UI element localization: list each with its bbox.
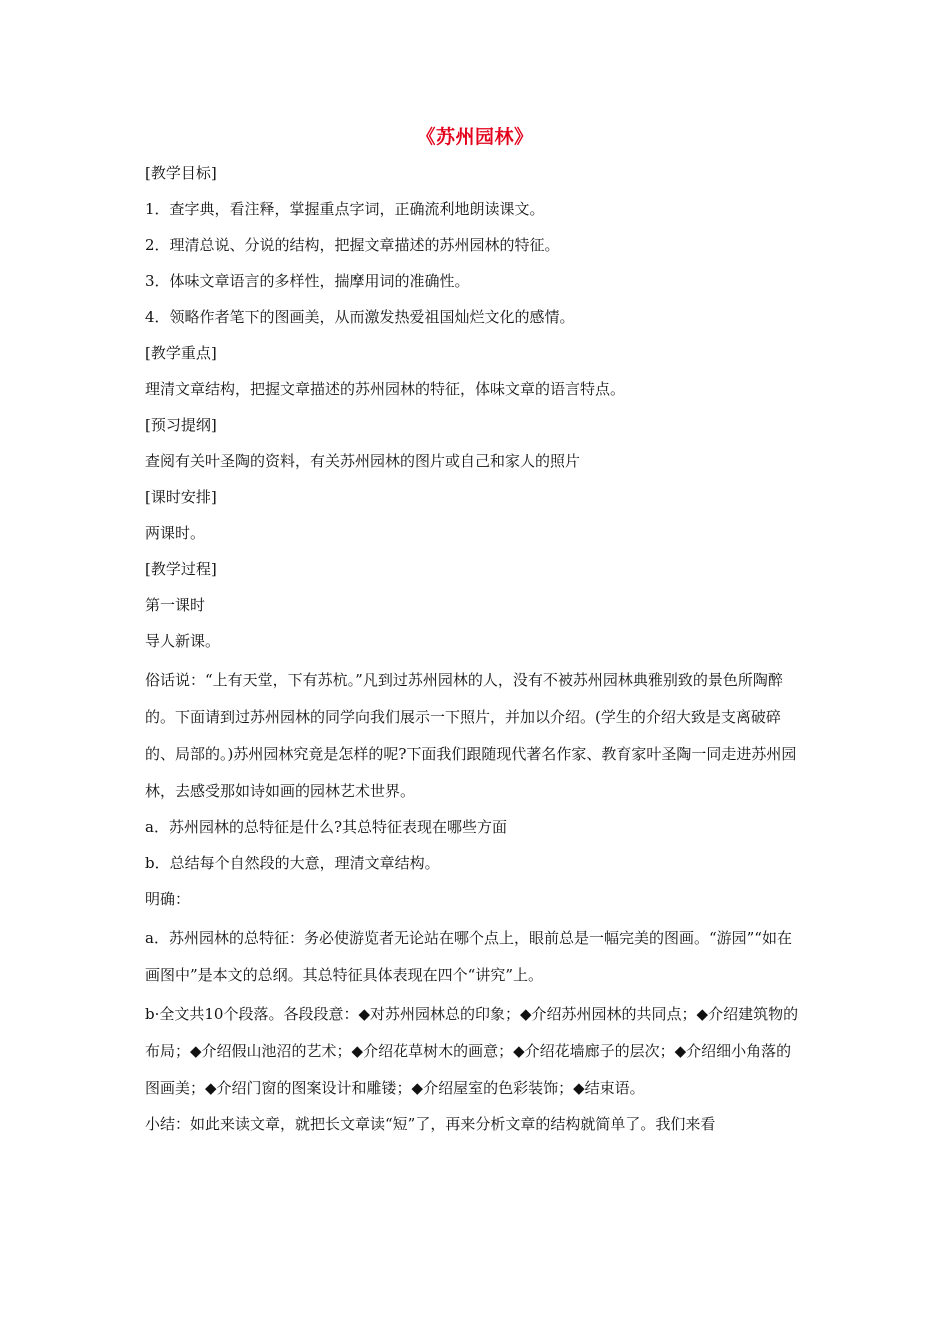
schedule-text: 两课时。 bbox=[145, 524, 206, 542]
section-heading-schedule: [课时安排] bbox=[145, 488, 217, 506]
question-b: b．总结每个自然段的大意，理清文章结构。 bbox=[145, 854, 440, 872]
objective-item-3: 3．体味文章语言的多样性，揣摩用词的准确性。 bbox=[145, 272, 470, 290]
question-a: a．苏州园林的总特征是什么?其总特征表现在哪些方面 bbox=[145, 818, 507, 836]
lesson-one-heading: 第一课时 bbox=[145, 596, 206, 614]
answer-heading: 明确： bbox=[145, 890, 191, 908]
objective-item-4: 4．领略作者笔下的图画美，从而激发热爱祖国灿烂文化的感情。 bbox=[145, 308, 575, 326]
document-title: 《苏州园林》 bbox=[416, 126, 534, 148]
section-heading-objectives: [教学目标] bbox=[145, 164, 217, 182]
summary-paragraph: 小结：如此来读文章，就把长文章读“短”了，再来分析文章的结构就简单了。我们来看 bbox=[145, 1115, 716, 1133]
objective-item-2: 2．理清总说、分说的结构，把握文章描述的苏州园林的特征。 bbox=[145, 236, 560, 254]
section-heading-process: [教学过程] bbox=[145, 560, 217, 578]
answer-b: b·全文共10个段落。各段段意：◆对苏州园林总的印象；◆介绍苏州园林的共同点；◆介绍建筑物的布局；◆介绍假山池沼的艺术；◆介绍花草树木的画意；◆介绍花墙廊子的层次；◆介绍细小角落的图画美；◆介绍门窗的图案设计和雕镂；◆介绍屋室的色彩装饰；◆结束语。 bbox=[145, 1005, 799, 1097]
introduction-heading: 导人新课。 bbox=[145, 632, 221, 650]
introduction-paragraph: 俗话说：“上有天堂，下有苏杭。”凡到过苏州园林的人，没有不被苏州园林典雅别致的景色所陶醉的。下面请到过苏州园林的同学向我们展示一下照片，并加以介绍。(学生的介绍大致是支离破碎的、局部的。)苏州园林究竟是怎样的呢?下面我们跟随现代著名作家、教育家叶圣陶一同走进苏州园林，去感受那如诗如画的园林艺术世界。 bbox=[145, 671, 797, 800]
section-heading-key-points: [教学重点] bbox=[145, 344, 217, 362]
document-body bbox=[145, 158, 805, 1145]
preview-text: 查阅有关叶圣陶的资料，有关苏州园林的图片或自己和家人的照片 bbox=[145, 452, 581, 470]
key-points-text: 理清文章结构，把握文章描述的苏州园林的特征，体味文章的语言特点。 bbox=[145, 380, 626, 398]
section-heading-preview: [预习提纲] bbox=[145, 416, 217, 434]
objective-item-1: 1．查字典，看注释，掌握重点字词，正确流利地朗读课文。 bbox=[145, 200, 545, 218]
answer-a: a．苏州园林的总特征：务必使游览者无论站在哪个点上，眼前总是一幅完美的图画。“游园”“如在画图中”是本文的总纲。其总特征具体表现在四个“讲究”上。 bbox=[145, 929, 792, 984]
